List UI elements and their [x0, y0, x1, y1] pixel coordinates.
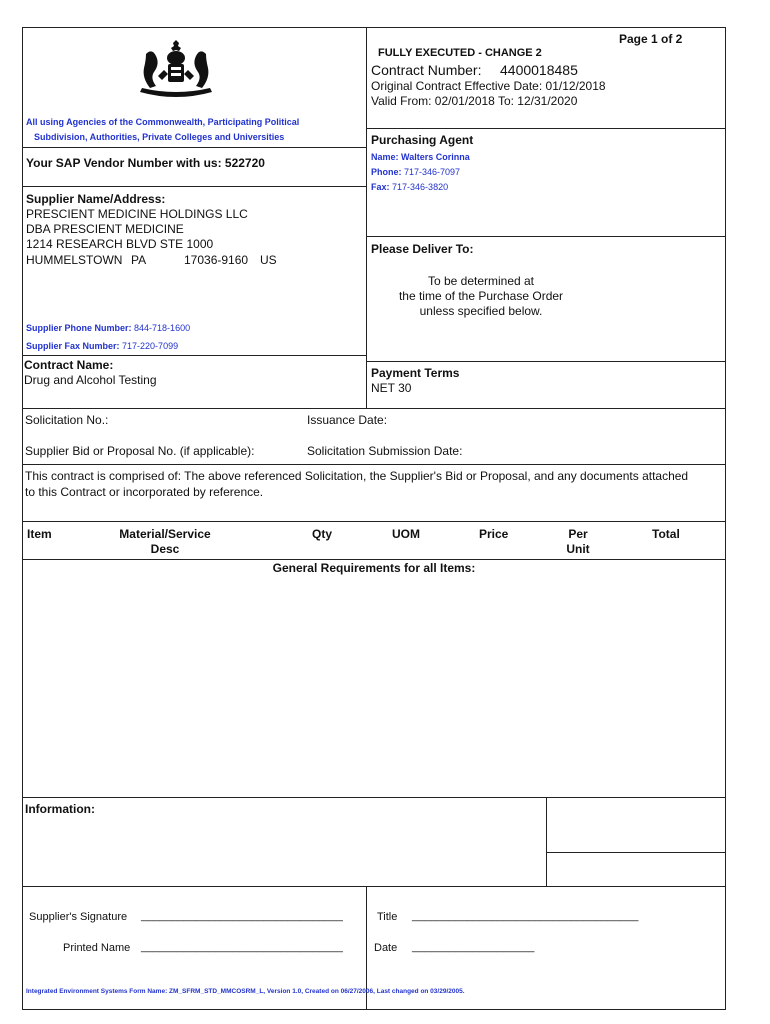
printed-name-label: Printed Name [63, 942, 131, 954]
agent-name-label: Name: [371, 152, 399, 162]
title-line[interactable]: _____________________________________ [412, 910, 639, 922]
col-total: Total [652, 527, 680, 541]
supplier-line-2: DBA PRESCIENT MEDICINE [26, 222, 184, 236]
right-rule-1 [366, 128, 726, 129]
deliver-line-3: unless specified below. [419, 304, 543, 318]
rule-items-header [22, 521, 726, 522]
payment-terms-value: NET 30 [371, 381, 412, 395]
general-requirements: General Requirements for all Items: [272, 561, 476, 575]
contract-number: 4400018485 [500, 62, 578, 78]
supplier-fax-label: Supplier Fax Number: [26, 341, 120, 351]
purchasing-agent-title: Purchasing Agent [371, 133, 474, 147]
printed-name-line[interactable]: _________________________________ [141, 941, 343, 953]
info-box-divider-h [546, 852, 726, 853]
payment-terms-title: Payment Terms [371, 366, 460, 380]
agent-name-value: Walters Corinna [401, 152, 470, 162]
supplier-zip: 17036-9160 [184, 253, 249, 267]
rule-items-sub [22, 559, 726, 560]
date-line[interactable]: ____________________ [412, 941, 535, 953]
page-number: Page 1 of 2 [619, 32, 683, 46]
rule-information [22, 797, 726, 798]
supplier-phone-value: 844-718-1600 [134, 323, 191, 333]
deliver-line-2: the time of the Purchase Order [398, 289, 564, 303]
issuance-date-label: Issuance Date: [307, 413, 388, 427]
contract-name: Drug and Alcohol Testing [24, 373, 157, 387]
agent-phone [371, 167, 460, 177]
submission-date-label: Solicitation Submission Date: [307, 444, 463, 458]
upper-divider [366, 27, 367, 408]
supplier-signature-label: Supplier's Signature [29, 911, 128, 923]
rule-solicitation [22, 408, 726, 409]
agent-fax-value: 717-346-3820 [392, 182, 449, 192]
right-rule-2 [366, 236, 726, 237]
agent-phone-value: 717-346-7097 [404, 167, 461, 177]
solicitation-no-label: Solicitation No.: [25, 413, 109, 427]
commonwealth-seal-icon [138, 36, 214, 100]
contract-number-label: Contract Number: [371, 62, 482, 78]
supplier-country: US [260, 253, 277, 267]
information-label: Information: [25, 802, 95, 816]
supplier-line-3: 1214 RESEARCH BLVD STE 1000 [26, 237, 214, 251]
effective-date: Original Contract Effective Date: 01/12/2018 [371, 79, 606, 93]
agent-name [371, 152, 470, 162]
comprised-line-1: This contract is comprised of: The above referenced Solicitation, the Supplier's Bid or Proposal, and any documents attached [25, 469, 689, 483]
frame-bottom [22, 1009, 726, 1010]
agent-fax [371, 182, 448, 192]
col-per-2: Unit [566, 542, 590, 556]
supplier-phone [26, 323, 190, 333]
valid-range: Valid From: 02/01/2018 To: 12/31/2020 [371, 94, 578, 108]
frame-left [22, 27, 23, 1010]
col-uom: UOM [392, 527, 420, 541]
left-rule-2 [22, 186, 366, 187]
col-item: Item [27, 527, 52, 541]
agencies-line-1: All using Agencies of the Commonwealth, Participating Political [26, 117, 300, 127]
date-label: Date [374, 942, 398, 954]
supplier-state: PA [131, 253, 147, 267]
contract-name-label: Contract Name: [24, 358, 114, 372]
deliver-title: Please Deliver To: [371, 242, 474, 256]
left-rule-1 [22, 147, 366, 148]
agencies-line-2: Subdivision, Authorities, Private Colleges and Universities [34, 132, 285, 142]
agent-fax-label: Fax: [371, 182, 390, 192]
frame-right [725, 27, 726, 1010]
contract-status: FULLY EXECUTED - CHANGE 2 [378, 47, 542, 59]
rule-comprised [22, 464, 726, 465]
supplier-label: Supplier Name/Address: [26, 192, 166, 206]
col-price: Price [479, 527, 509, 541]
supplier-city: HUMMELSTOWN [26, 253, 123, 267]
comprised-line-2: to this Contract or incorporated by reference. [25, 485, 264, 499]
bid-proposal-label: Supplier Bid or Proposal No. (if applicable): [25, 444, 255, 458]
col-desc-2: Desc [150, 542, 180, 556]
deliver-line-1: To be determined at [427, 274, 535, 288]
info-box-divider-v [546, 797, 547, 886]
supplier-fax [26, 341, 178, 351]
col-qty: Qty [312, 527, 333, 541]
col-desc-1: Material/Service [119, 527, 211, 541]
frame-top [22, 27, 726, 28]
left-rule-3 [22, 355, 366, 356]
right-rule-3 [366, 361, 726, 362]
agent-phone-label: Phone: [371, 167, 402, 177]
supplier-fax-value: 717-220-7099 [122, 341, 179, 351]
sap-vendor-number: Your SAP Vendor Number with us: 522720 [26, 156, 265, 170]
rule-signature [22, 886, 726, 887]
supplier-line-1: PRESCIENT MEDICINE HOLDINGS LLC [26, 207, 248, 221]
col-per-1: Per [568, 527, 588, 541]
title-label: Title [377, 911, 398, 923]
form-footer: Integrated Environment Systems Form Name: ZM_SFRM_STD_MMCOSRM_L, Version 1.0, Created on 06/27/2006, Last changed on 03/29/2005. [26, 988, 465, 995]
supplier-phone-label: Supplier Phone Number: [26, 323, 132, 333]
supplier-signature-line[interactable]: _________________________________ [141, 910, 343, 922]
